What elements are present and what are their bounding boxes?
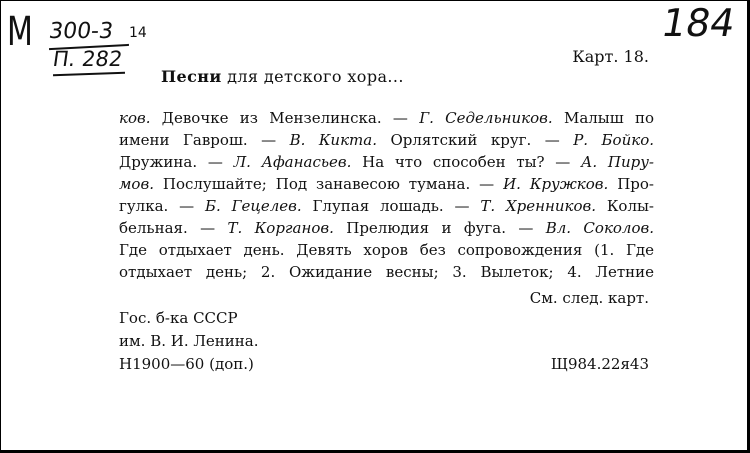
library-name-line2: им. В. И. Ленина. [119, 332, 259, 350]
contents-text [119, 107, 654, 283]
classification-code: Щ984.22я43 [550, 355, 649, 373]
contents-line [119, 107, 654, 129]
author-name: В. Кикта. [289, 131, 377, 149]
work-title-text: бельная. — [119, 219, 228, 237]
work-title-text: Орлятский круг. — [377, 131, 574, 149]
work-title-text: Послушайте; Под занавесою тумана. — [153, 175, 504, 193]
handwritten-superscript: 14 [129, 25, 147, 41]
card-title [161, 67, 404, 86]
work-title-text: Прелюдия и фуга. — [333, 219, 546, 237]
contents-line [119, 217, 654, 239]
contents-line [119, 261, 654, 283]
order-code: Н1900—60 (доп.) [119, 355, 254, 373]
work-title-text: Девочке из Мензелинска. — [150, 109, 420, 127]
work-title-text: Малыш по [552, 109, 655, 127]
author-name: Т. Хренников. [480, 197, 596, 215]
title-bold-word: Песни [161, 67, 222, 86]
contents-line [119, 173, 654, 195]
work-title-text: имени Гаврош. — [119, 131, 290, 149]
handwritten-call-code: 300-3 [47, 19, 115, 44]
work-title-text: гулка. — [119, 197, 205, 215]
work-title-text: Колы- [595, 197, 654, 215]
handwritten-shelf-number: П. 282 [51, 47, 124, 71]
card-number-label: Карт. 18. [572, 47, 649, 66]
work-title-text: Глупая лошадь. — [301, 197, 481, 215]
contents-line [119, 129, 654, 151]
work-title-text: На что способен ты? — [351, 153, 582, 171]
author-name: А. Пиру- [581, 153, 654, 171]
contents-line [119, 195, 654, 217]
handwritten-corner-number: 184 [658, 1, 739, 45]
contents-line [119, 151, 654, 173]
author-name: Т. Корганов. [227, 219, 334, 237]
author-name: ков. [119, 109, 151, 127]
work-title-text: Где отдыхает день. Девять хоров без сопровождения (1. Где [119, 241, 654, 259]
author-name: Л. Афанасьев. [233, 153, 352, 171]
title-rest: для детского хора... [221, 67, 404, 86]
handwritten-prefix: М [7, 9, 33, 55]
work-title-text: Про- [608, 175, 654, 193]
work-title-text: отдыхает день; 2. Ожидание весны; 3. Вылеток; 4. Летние [119, 263, 654, 281]
author-name: Р. Бойко. [573, 131, 655, 149]
contents-line [119, 239, 654, 261]
author-name: Г. Седельников. [419, 109, 553, 127]
work-title-text: Дружина. — [119, 153, 234, 171]
author-name: Вл. Соколов. [545, 219, 655, 237]
author-name: И. Кружков. [503, 175, 609, 193]
author-name: мов. [119, 175, 154, 193]
library-name-line1: Гос. б-ка СССР [119, 309, 238, 327]
see-next-card: См. след. карт. [529, 289, 649, 307]
handwritten-underline [53, 72, 125, 77]
author-name: Б. Гецелев. [204, 197, 302, 215]
